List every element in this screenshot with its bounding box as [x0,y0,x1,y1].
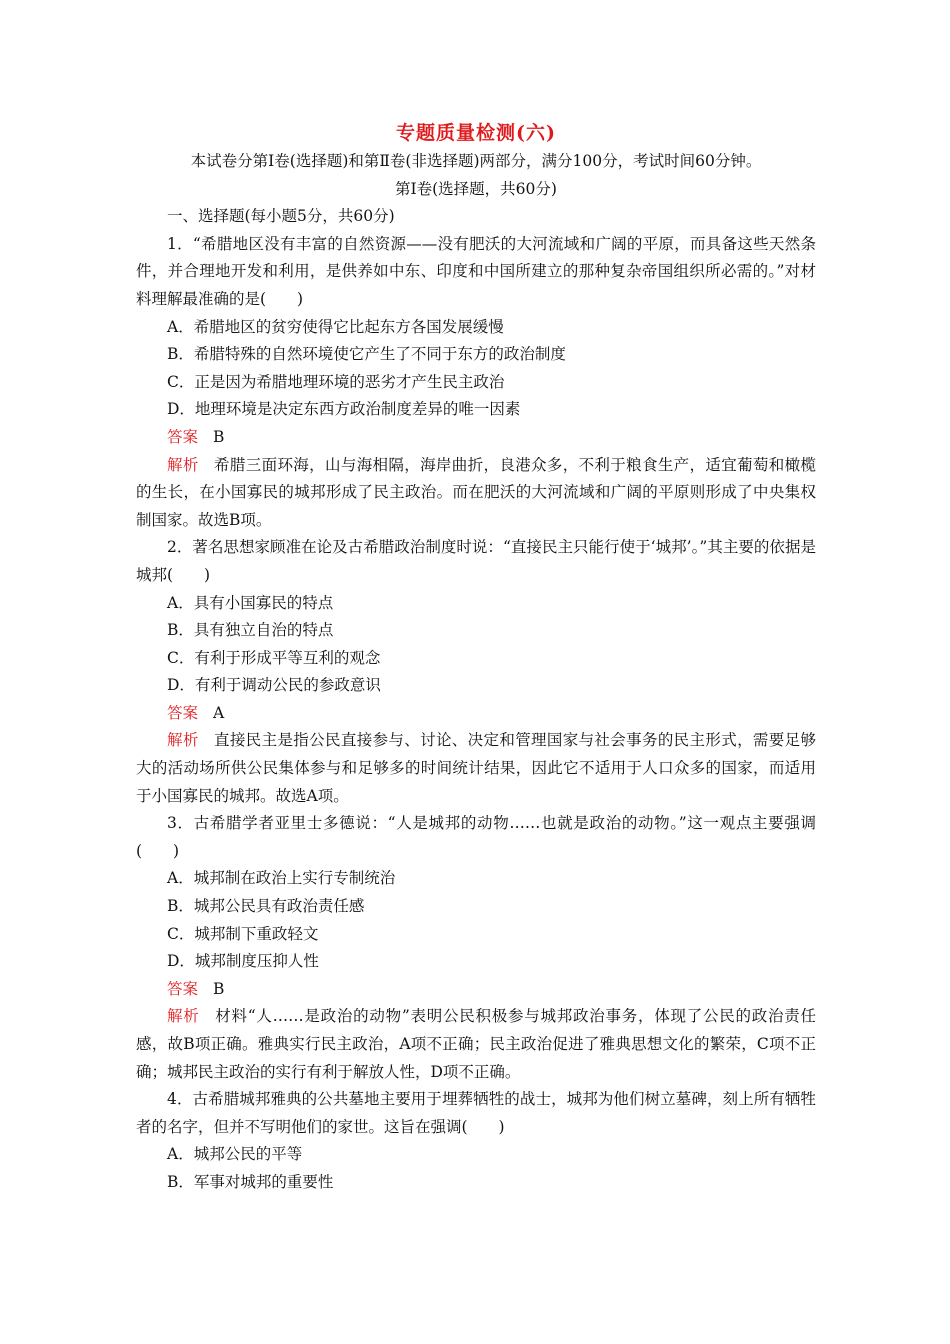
analysis-paragraph [136,727,816,810]
option-b: B．城邦公民具有政治责任感 [167,897,365,916]
analysis-text: 材料“人……是政治的动物”表明公民积极参与城邦政治事务，体现了公民的政治责任感，故B项正确。雅典实行民主政治，A项不正确；民主政治促进了雅典思想文化的繁荣，C项不正确；城邦民主政治的实行有利于解放人性，D项不正确。 [136,1007,816,1081]
answer-value: B [213,427,225,446]
analysis-paragraph [136,1003,816,1086]
analysis-label: 解析 [167,1007,200,1026]
option-d: D．城邦制度压抑人性 [167,952,319,971]
option-b: B．具有独立自治的特点 [167,621,334,640]
option-a: A．城邦制在政治上实行专制统治 [167,869,396,888]
answer-line [136,424,816,452]
answer-label: 答案 [167,427,199,446]
question-stem: 1．“希腊地区没有丰富的自然资源——没有肥沃的大河流域和广阔的平原，而具备这些天然条件，并合理地开发和利用，是供养如中东、印度和中国所建立的那种复杂帝国组织所必需的。”对材料理解最准确的是( ) [136,234,816,308]
analysis-label: 解析 [167,731,199,750]
answer-label: 答案 [167,703,199,722]
option-c: C．有利于形成平等互利的观念 [167,648,381,667]
part-heading: 第Ⅰ卷(选择题，共60分) [395,179,557,198]
option-d: D．地理环境是决定东西方政治制度差异的唯一因素 [167,400,521,419]
option-c: C．正是因为希腊地理环境的恶劣才产生民主政治 [167,372,505,391]
question-stem: 4．古希腊城邦雅典的公共墓地主要用于埋葬牺牲的战士，城邦为他们树立墓碑，刻上所有牺牲者的名字，但并不写明他们的家世。这旨在强调( ) [136,1090,816,1136]
section-heading: 一、选择题(每小题5分，共60分) [167,207,395,226]
page-title: 专题质量检测(六) [396,122,556,144]
question-4 [136,1086,816,1196]
exam-intro: 本试卷分第Ⅰ卷(选择题)和第Ⅱ卷(非选择题)两部分，满分100分，考试时间60分钟。 [190,152,762,170]
analysis-text: 希腊三面环海，山与海相隔，海岸曲折，良港众多，不利于粮食生产，适宜葡萄和橄榄的生长，在小国寡民的城邦形成了民主政治。而在肥沃的大河流域和广阔的平原则形成了中央集权制国家。故选B项。 [136,455,816,529]
option-a: A．城邦公民的平等 [167,1145,303,1164]
question-3 [136,810,816,1086]
question-stem: 3．古希腊学者亚里士多德说：“人是城邦的动物……也就是政治的动物。”这一观点主要强调( ) [136,814,816,860]
document-page [136,118,816,1197]
answer-value: B [213,979,225,998]
option-a: A．具有小国寡民的特点 [167,593,334,612]
analysis-label: 解析 [167,455,199,474]
question-2 [136,534,816,810]
answer-line [136,700,816,728]
question-stem: 2．著名思想家顾准在论及古希腊政治制度时说：“直接民主只能行使于‘城邦’。”其主要的依据是城邦( ) [136,538,816,584]
option-a: A．希腊地区的贫穷使得它比起东方各国发展缓慢 [167,317,504,336]
option-b: B．希腊特殊的自然环境使它产生了不同于东方的政治制度 [167,345,566,364]
answer-line [136,976,816,1004]
option-d: D．有利于调动公民的参政意识 [167,676,381,695]
question-1 [136,231,816,535]
answer-value: A [213,703,225,722]
option-c: C．城邦制下重政轻文 [167,924,319,943]
answer-label: 答案 [167,979,199,998]
analysis-text: 直接民主是指公民直接参与、讨论、决定和管理国家与社会事务的民主形式，需要足够大的活动场所供公民集体参与和足够多的时间统计结果，因此它不适用于人口众多的国家，而适用于小国寡民的城邦。故选A项。 [136,731,816,805]
option-b: B．军事对城邦的重要性 [167,1172,334,1191]
analysis-paragraph [136,452,816,535]
